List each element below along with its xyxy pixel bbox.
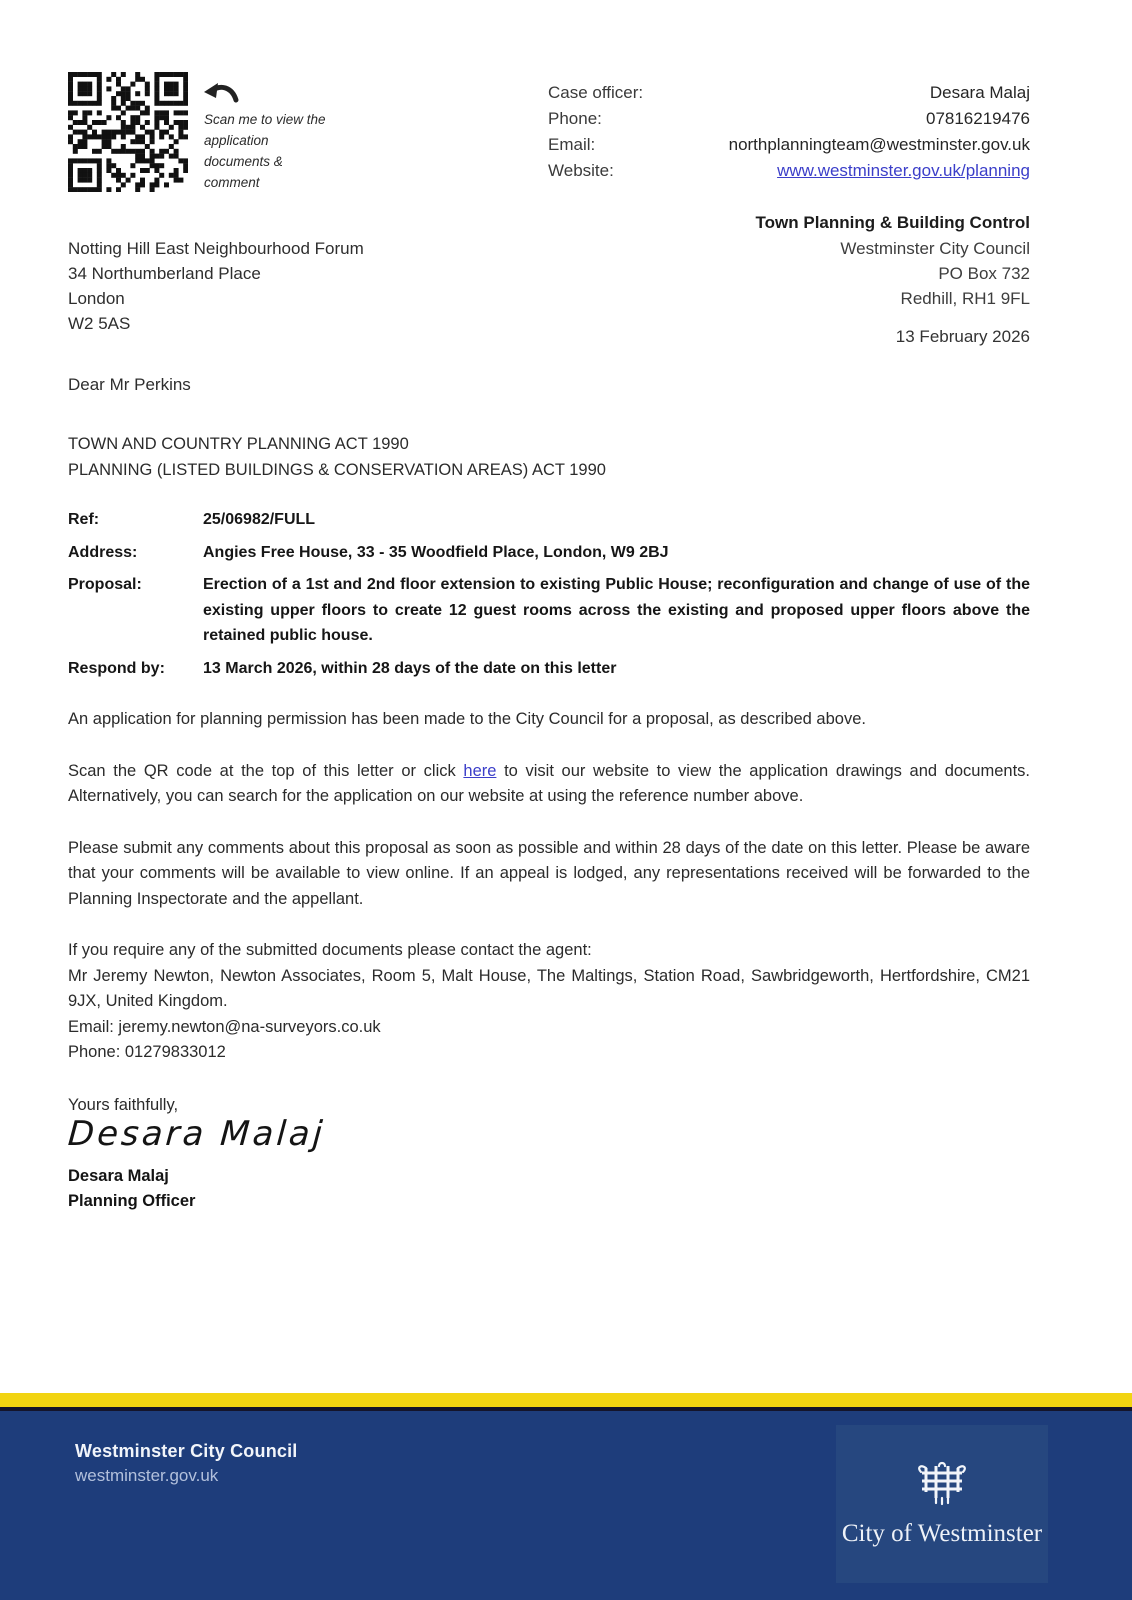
- paragraph-comments: Please submit any comments about this proposal as soon as possible and within 28 days of the date on this letter. Please be aware that your comments will be available to view online. If an appeal is lodged, any representations received will be forwarded to the Planning Inspectorate and the appellant.: [68, 838, 1030, 908]
- portcullis-icon: [915, 1460, 969, 1508]
- website-link[interactable]: www.westminster.gov.uk/planning: [777, 161, 1030, 180]
- contact-row: [548, 158, 1030, 184]
- address-value: Angies Free House, 33 - 35 Woodfield Place, London, W9 2BJ: [203, 543, 669, 561]
- paragraph-text: Scan the QR code at the top of this letter or click: [68, 761, 464, 780]
- sender-block: [756, 210, 1030, 349]
- signatory-title: Planning Officer: [68, 1191, 196, 1210]
- email-value: northplanningteam@westminster.gov.uk: [728, 135, 1030, 154]
- salutation: Dear Mr Perkins: [68, 375, 191, 394]
- sender-line: Westminster City Council: [840, 239, 1030, 258]
- contact-block: [548, 80, 1030, 184]
- valediction: Yours faithfully,: [68, 1095, 179, 1114]
- footer-website: westminster.gov.uk: [75, 1466, 219, 1485]
- act-line: PLANNING (LISTED BUILDINGS & CONSERVATION AREAS) ACT 1990: [68, 460, 606, 479]
- qr-caption: Scan me to view the application documents & comment: [204, 112, 326, 190]
- recipient-line: W2 5AS: [68, 314, 131, 333]
- reference-table: [68, 507, 1030, 681]
- here-link[interactable]: here: [463, 761, 497, 780]
- case-officer-label: Case officer:: [548, 83, 644, 102]
- respond-by-label: Respond by:: [68, 659, 165, 677]
- agent-phone: Phone: 01279833012: [68, 1043, 226, 1061]
- sender-department: Town Planning & Building Control: [755, 213, 1030, 232]
- ref-value: 25/06982/FULL: [203, 511, 316, 528]
- phone-label: Phone:: [548, 109, 602, 128]
- phone-value: 07816219476: [925, 109, 1030, 128]
- respond-by-value: 13 March 2026, within 28 days of the date on this letter: [203, 659, 617, 677]
- proposal-value: Erection of a 1st and 2nd floor extension to existing Public House; reconfiguration and change of use of the existing upper floors to create 12 guest rooms across the existing and proposed upper floors above the retained public house.: [203, 576, 1030, 644]
- agent-email: Email: jeremy.newton@na-surveyors.co.uk: [68, 1017, 381, 1036]
- signatory-name: Desara Malaj: [68, 1166, 169, 1185]
- act-line: TOWN AND COUNTRY PLANNING ACT 1990: [68, 435, 409, 453]
- email-label: Email:: [548, 135, 596, 154]
- address-label: Address:: [68, 543, 138, 561]
- city-of-westminster-logo: [836, 1425, 1048, 1583]
- proposal-label: Proposal:: [68, 576, 142, 593]
- ref-label: Ref:: [68, 511, 100, 528]
- paragraph-text: to visit our website to view the application drawings and documents. Alternatively, you can search for the application on our website at using the reference number above.: [68, 761, 1030, 805]
- reply-arrow-icon: [204, 82, 240, 106]
- case-officer-value: Desara Malaj: [929, 83, 1030, 102]
- recipient-block: [68, 236, 364, 336]
- letter-body: [68, 424, 1030, 1214]
- paragraph-scan-qr: [68, 759, 1030, 810]
- paragraph-agent: [68, 938, 1030, 1066]
- agent-address: Mr Jeremy Newton, Newton Associates, Room 5, Malt House, The Maltings, Station Road, Sawbridgeworth, Hertfordshire, CM21 9JX, United Kingdom.: [68, 966, 1030, 1010]
- qr-block: [68, 72, 326, 194]
- recipient-line: London: [68, 289, 125, 308]
- logo-text: City of Westminster: [841, 1520, 1043, 1547]
- contact-row: [548, 80, 1030, 106]
- footer-yellow-stripe: [0, 1393, 1132, 1407]
- signature: Desara Malaj: [66, 1114, 327, 1154]
- agent-intro: If you require any of the submitted documents please contact the agent:: [68, 941, 592, 959]
- paragraph-application: An application for planning permission has been made to the City Council for a proposal, as described above.: [68, 710, 866, 728]
- website-label: Website:: [548, 161, 614, 180]
- footer-council-name: Westminster City Council: [75, 1441, 298, 1461]
- sender-line: Redhill, RH1 9FL: [900, 289, 1030, 308]
- contact-row: [548, 106, 1030, 132]
- recipient-line: Notting Hill East Neighbourhood Forum: [68, 239, 364, 258]
- qr-code: [68, 72, 188, 192]
- footer: [0, 1411, 1132, 1600]
- sender-line: PO Box 732: [938, 264, 1030, 283]
- recipient-line: 34 Northumberland Place: [68, 264, 261, 283]
- contact-row: [548, 132, 1030, 158]
- letter-date: 13 February 2026: [895, 327, 1030, 346]
